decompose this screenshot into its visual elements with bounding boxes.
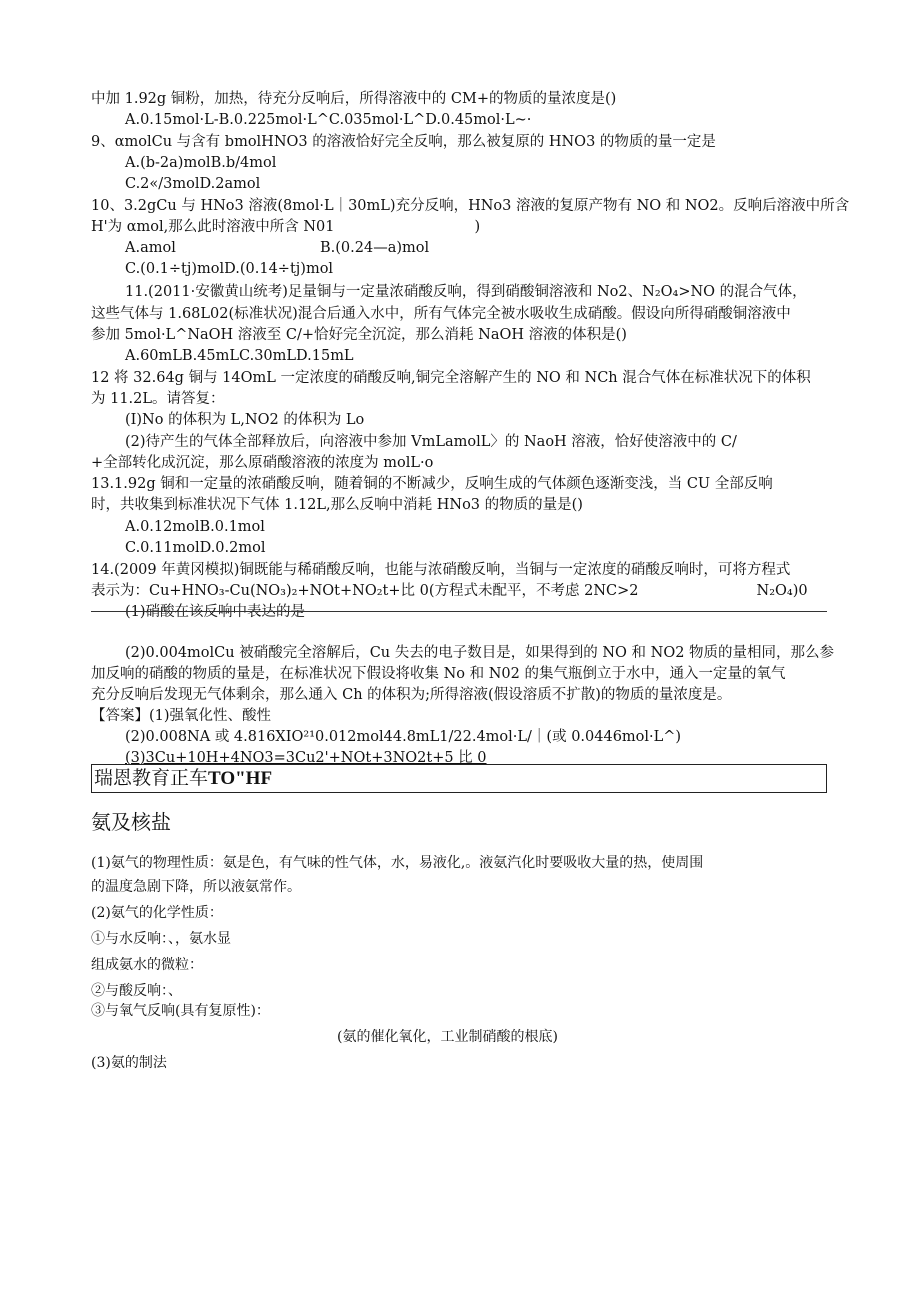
banner-bold-text: TO"HF xyxy=(208,768,273,789)
problem-11-line-2: 这些气体与 1.68L02(标准状况)混合后通入水中，所有气体完全被水吸收生成硝酸。假设向所得硝酸铜溶液中 xyxy=(91,306,791,322)
answer-label: 【答案】 xyxy=(91,708,149,724)
answer-underline xyxy=(91,611,827,612)
problem-14-equation-tail: N₂O₄)0 xyxy=(756,583,808,599)
problem-9-stem: 9、αmolCu 与含有 bmolHNO3 的溶液恰好完全反响，那么被复原的 HNO3 的物质的量一定是 xyxy=(91,134,716,150)
section-line-5: 组成氨水的微粒： xyxy=(91,957,203,973)
problem-12-line-2: 为 11.2L。请答复： xyxy=(91,391,225,407)
section-line-8: (氨的催化氧化，工业制硝酸的根底) xyxy=(337,1029,558,1045)
section-line-4: ①与水反响：、，氨水显 xyxy=(91,931,231,947)
problem-12-question-2-line-1: (2)待产生的气体全部释放后，向溶液中参加 VmLamolL〉的 NaoH 溶液，恰好使溶液中的 C/ xyxy=(125,434,737,450)
problem-10-choices-2: C.(0.1÷tj)molD.(0.14÷tj)mol xyxy=(125,261,334,277)
problem-11-choices: A.60mLB.45mLC.30mLD.15mL xyxy=(125,348,354,364)
problem-14-line-2 xyxy=(91,581,808,601)
problem-12-question-2-line-2: +全部转化成沉淀，那么原硝酸溶液的浓度为 molL·o xyxy=(91,455,434,471)
problem-13-line-1: 13.1.92g 铜和一定量的浓硝酸反响，随着铜的不断减少，反响生成的气体颜色逐渐变浅，当 CU 全部反响 xyxy=(91,476,773,492)
problem-13-line-2: 时，共收集到标准状况下气体 1.12L,那么反响中消耗 HNo3 的物质的量是() xyxy=(91,497,583,513)
section-line-6: ②与酸反响：、 xyxy=(91,983,182,999)
banner-brand: 瑞恩教育正车 xyxy=(94,767,209,789)
banner-text xyxy=(94,766,272,791)
problem-14-equation: 表示为：Cu+HNO₃-Cu(NO₃)₂+NOt+NO₂t+比 0(方程式未配平，不考虑 2NC>2 xyxy=(91,583,639,599)
problem-12-line-1: 12 将 32.64g 铜与 14OmL 一定浓度的硝酸反响,铜完全溶解产生的 NO 和 NCh 混合气体在标准状况下的体积 xyxy=(91,370,811,386)
problem-14-question-2-line-2: 加反响的硝酸的物质的量是，在标准状况下假设将收集 No 和 N02 的集气瓶倒立于水中，通入一定量的氧气 xyxy=(91,666,786,682)
header-banner xyxy=(91,764,827,793)
section-line-2: 的温度急剧下降，所以液氨常作。 xyxy=(91,879,301,895)
problem-10-line-2 xyxy=(91,217,480,237)
problem-13-choices-2: C.0.11molD.0.2mol xyxy=(125,540,266,556)
section-line-3: (2)氨气的化学性质： xyxy=(91,905,223,921)
answer-line-1 xyxy=(91,706,271,726)
problem-11-line-3: 参加 5mol·L^NaOH 溶液至 C/+恰好完全沉淀，那么消耗 NaOH 溶液的体积是() xyxy=(91,327,627,343)
problem-14-line-1: 14.(2009 年黄冈模拟)铜既能与稀硝酸反响，也能与浓硝酸反响，当铜与一定浓度的硝酸反响时，可将方程式 xyxy=(91,562,791,578)
answer-3: (3)3Cu+10H+4NO3=3Cu2'+NOt+3NO2t+5 比 0 xyxy=(125,750,487,766)
problem-10-choice-b: B.(0.24—a)mol xyxy=(320,240,430,256)
problem-8-tail: 中加 1.92g 铜粉，加热，待充分反响后，所得溶液中的 CM+的物质的量浓度是() xyxy=(91,91,617,107)
problem-10-line-2-paren: ) xyxy=(474,219,481,235)
problem-10-line-2-text: H'为 αmol,那么此时溶液中所含 N01 xyxy=(91,219,335,235)
problem-9-choices-2: C.2«/3molD.2amol xyxy=(125,176,261,192)
problem-10-choice-a: A.amol xyxy=(125,240,176,256)
problem-14-question-2-line-3: 充分反响后发现无气体剩余，那么通入 Ch 的体积为;所得溶液(假设溶质不扩散)的物质的量浓度是。 xyxy=(91,687,732,703)
section-line-1: (1)氨气的物理性质：氨是色，有气味的性气体，水，易液化,。液氨汽化时要吸收大量的热，使周围 xyxy=(91,855,704,871)
section-line-7: ③与氧气反响(具有复原性)： xyxy=(91,1003,270,1019)
answer-1: (1)强氧化性、酸性 xyxy=(149,708,272,724)
problem-9-choices-1: A.(b-2a)molB.b/4mol xyxy=(125,155,277,171)
section-title: 氨及核盐 xyxy=(91,810,171,834)
problem-12-question-1: (I)No 的体积为 L,NO2 的体积为 Lo xyxy=(125,412,365,428)
problem-11-line-1: 11.(2011·安徽黄山统考)足量铜与一定量浓硝酸反响，得到硝酸铜溶液和 No2、N₂O₄>NO 的混合气体， xyxy=(125,284,807,300)
problem-14-question-2-line-1: (2)0.004molCu 被硝酸完全溶解后，Cu 失去的电子数目是，如果得到的 NO 和 NO2 物质的量相同，那么参 xyxy=(125,645,835,661)
problem-8-choices: A.0.15mol·L-B.0.225mol·L^C.035mol·L^D.0.45mol·L~· xyxy=(125,112,532,128)
problem-14-question-1: (1)硝酸在该反响中表达的是 xyxy=(125,604,306,620)
problem-10-line-1: 10、3.2gCu 与 HNo3 溶液(8mol·L｜30mL)充分反响，HNo3 溶液的复原产物有 NO 和 NO2。反响后溶液中所含 xyxy=(91,198,850,214)
section-line-9: (3)氨的制法 xyxy=(91,1055,167,1071)
problem-13-choices-1: A.0.12molB.0.1mol xyxy=(125,519,265,535)
answer-2: (2)0.008NA 或 4.816XIO²¹0.012mol44.8mL1/22.4mol·L/｜(或 0.0446mol·L^) xyxy=(125,729,682,745)
